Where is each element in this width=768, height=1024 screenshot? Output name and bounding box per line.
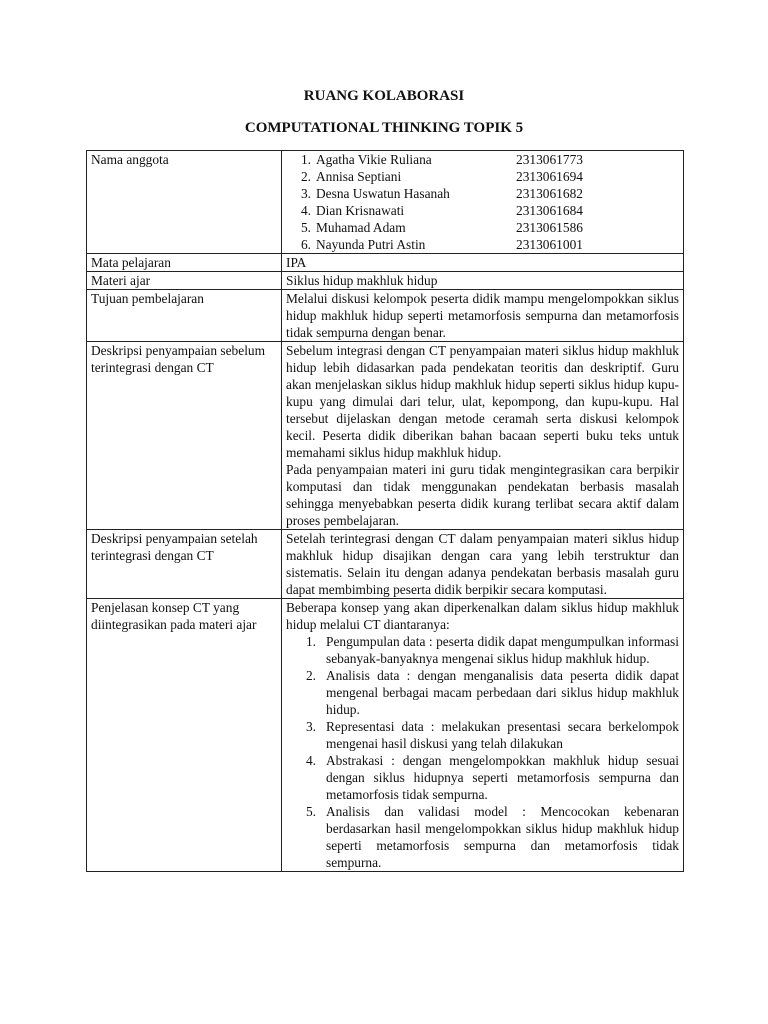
member-id: 2313061001 bbox=[516, 237, 583, 252]
ct-concept-cell bbox=[282, 599, 684, 872]
after-ct-value: Setelah terintegrasi dengan CT dalam penyampaian materi siklus hidup makhluk hidup disajikan dengan cara yang lebih terstruktur dan sistematis. Selain itu dengan adanya pendekatan berbasis masalah guru dapat membimbing peserta didik berpikir secara komputasi. bbox=[282, 530, 684, 599]
concept-number: 5. bbox=[305, 804, 316, 819]
list-item bbox=[286, 667, 679, 718]
after-ct-label: Deskripsi penyampaian setelah terintegrasi dengan CT bbox=[87, 530, 282, 599]
member-id: 2313061694 bbox=[516, 169, 583, 184]
before-ct-paragraph-2: Pada penyampaian materi ini guru tidak mengintegrasikan cara berpikir komputasi dan tidak menggunakan pendekatan berbasis masalah sehingga menyebabkan peserta didik kurang terlibat secara aktif dalam proses pembelajaran. bbox=[286, 462, 679, 528]
concept-number: 3. bbox=[305, 719, 316, 734]
subject-value: IPA bbox=[282, 254, 684, 272]
subject-label: Mata pelajaran bbox=[87, 254, 282, 272]
list-item bbox=[286, 202, 679, 219]
member-number: 6. bbox=[300, 237, 311, 252]
list-item bbox=[286, 718, 679, 752]
member-id: 2313061684 bbox=[516, 203, 583, 218]
table-row bbox=[87, 530, 684, 599]
before-ct-cell bbox=[282, 342, 684, 530]
ct-concept-intro: Beberapa konsep yang akan diperkenalkan dalam siklus hidup makhluk hidup melalui CT diantaranya: bbox=[286, 600, 679, 632]
table-row bbox=[87, 599, 684, 872]
member-name: Agatha Vikie Ruliana bbox=[316, 152, 432, 167]
member-id: 2313061682 bbox=[516, 186, 583, 201]
before-ct-label: Deskripsi penyampaian sebelum terintegrasi dengan CT bbox=[87, 342, 282, 530]
list-item bbox=[286, 185, 679, 202]
member-name: Desna Uswatun Hasanah bbox=[316, 186, 450, 201]
collaboration-table bbox=[86, 150, 684, 872]
list-item bbox=[286, 151, 679, 168]
document-title: RUANG KOLABORASI bbox=[303, 88, 465, 104]
concept-number: 2. bbox=[305, 668, 316, 683]
member-name: Muhamad Adam bbox=[316, 220, 406, 235]
table-row bbox=[87, 151, 684, 254]
member-number: 3. bbox=[300, 186, 311, 201]
members-list bbox=[286, 151, 679, 253]
list-item bbox=[286, 236, 679, 253]
list-item bbox=[286, 168, 679, 185]
member-number: 1. bbox=[300, 152, 311, 167]
document-subtitle: COMPUTATIONAL THINKING TOPIK 5 bbox=[244, 120, 524, 136]
concept-number: 1. bbox=[305, 634, 316, 649]
list-item bbox=[286, 219, 679, 236]
member-number: 4. bbox=[300, 203, 311, 218]
member-number: 5. bbox=[300, 220, 311, 235]
concept-text: Analisis data : dengan menganalisis data peserta didik dapat mengenal berbagai macam perbedaan dari siklus hidup makhluk hidup. bbox=[326, 668, 679, 717]
concept-text: Pengumpulan data : peserta didik dapat mengumpulkan informasi sebanyak-banyaknya mengenai siklus hidup makhluk hidup. bbox=[326, 634, 679, 666]
goal-value: Melalui diskusi kelompok peserta didik mampu mengelompokkan siklus hidup makhluk hidup seperti metamorfosis sempurna dan metamorfosis tidak sempurna dengan benar. bbox=[282, 290, 684, 342]
ct-concept-list bbox=[286, 633, 679, 871]
member-id: 2313061773 bbox=[516, 152, 583, 167]
list-item bbox=[286, 803, 679, 871]
goal-label: Tujuan pembelajaran bbox=[87, 290, 282, 342]
member-id: 2313061586 bbox=[516, 220, 583, 235]
members-cell bbox=[282, 151, 684, 254]
table-row bbox=[87, 342, 684, 530]
members-label: Nama anggota bbox=[87, 151, 282, 254]
list-item bbox=[286, 752, 679, 803]
member-name: Dian Krisnawati bbox=[316, 203, 405, 218]
member-name: Nayunda Putri Astin bbox=[316, 237, 426, 252]
material-value: Siklus hidup makhluk hidup bbox=[282, 272, 684, 290]
member-name: Annisa Septiani bbox=[316, 169, 402, 184]
material-label: Materi ajar bbox=[87, 272, 282, 290]
table-row bbox=[87, 272, 684, 290]
concept-text: Representasi data : melakukan presentasi secara berkelompok mengenai hasil diskusi yang telah dilakukan bbox=[326, 719, 679, 751]
ct-concept-label: Penjelasan konsep CT yang diintegrasikan pada materi ajar bbox=[87, 599, 282, 872]
list-item bbox=[286, 633, 679, 667]
concept-text: Abstrakasi : dengan mengelompokkan makhluk hidup sesuai dengan siklus hidupnya seperti metamorfosis sempurna dan metamorfosis tidak sempurna. bbox=[326, 753, 679, 802]
concept-text: Analisis dan validasi model : Mencocokan kebenaran berdasarkan hasil mengelompokkan siklus hidup makhluk hidup seperti metamorfosis sempurna dan metamorfosis tidak sempurna. bbox=[326, 804, 679, 870]
concept-number: 4. bbox=[305, 753, 316, 768]
before-ct-paragraph-1: Sebelum integrasi dengan CT penyampaian materi siklus hidup makhluk hidup lebih didasarkan pada pendekatan teoritis dan deskriptif. Guru akan menjelaskan siklus hidup makhluk hidup seperti siklus hidup kupu-kupu yang dimulai dari telur, ulat, kepompong, dan kupu-kupu. Hal tersebut dijelaskan dengan metode ceramah serta diskusi kelompok kecil. Peserta didik diberikan bahan bacaan seperti buku teks untuk memahami siklus hidup makhluk hidup. bbox=[286, 343, 679, 460]
member-number: 2. bbox=[300, 169, 311, 184]
table-row bbox=[87, 254, 684, 272]
table-row bbox=[87, 290, 684, 342]
